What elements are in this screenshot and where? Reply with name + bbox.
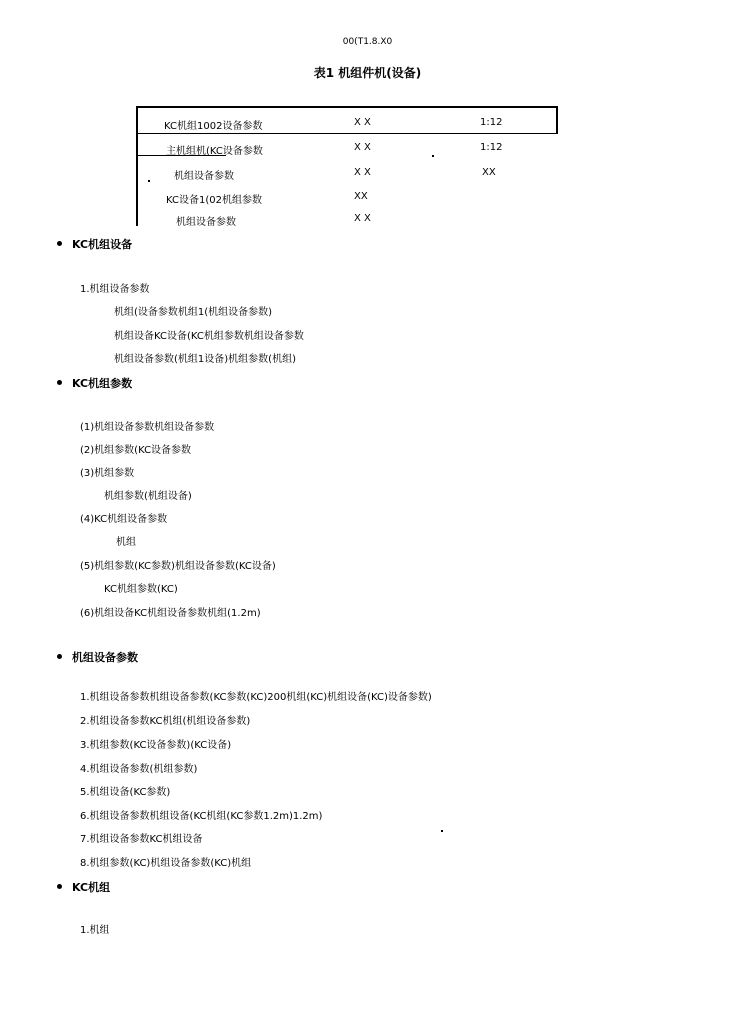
table-cell: XX bbox=[482, 167, 496, 178]
table-cell: KC设备1(02机组参数 bbox=[166, 195, 262, 206]
table-cell: 1:12 bbox=[480, 142, 503, 153]
table-cell: X X bbox=[354, 167, 371, 178]
section-bullet bbox=[57, 884, 62, 889]
document-header-code: 00(T1.8.X0 bbox=[342, 37, 393, 47]
section-bullet bbox=[57, 380, 62, 385]
scan-speck bbox=[441, 830, 443, 832]
list-item: (3)机组参数 bbox=[80, 468, 135, 479]
scan-speck bbox=[148, 180, 150, 182]
list-item: 机组参数(机组设备) bbox=[104, 491, 192, 502]
list-item: 2.机组设备参数KC机组(机组设备参数) bbox=[80, 716, 251, 727]
table-cell: 主机组机(KC设备参数 bbox=[166, 146, 263, 157]
parameter-table bbox=[136, 106, 558, 226]
list-item: 1.机组 bbox=[80, 925, 110, 936]
table-row-rule bbox=[136, 133, 558, 134]
table-cell: KC机组1002设备参数 bbox=[164, 121, 263, 132]
section-heading: 机组设备参数 bbox=[72, 651, 138, 664]
table-top-rule bbox=[136, 106, 558, 108]
list-item: 机组设备KC设备(KC机组参数机组设备参数 bbox=[114, 331, 304, 342]
list-item: (1)机组设备参数机组设备参数 bbox=[80, 422, 215, 433]
table-cell: 机组设备参数 bbox=[174, 171, 234, 182]
table-left-border bbox=[136, 106, 138, 226]
list-item: 4.机组设备参数(机组参数) bbox=[80, 764, 198, 775]
list-item: 7.机组设备参数KC机组设备 bbox=[80, 834, 203, 845]
list-item: (2)机组参数(KC设备参数 bbox=[80, 445, 192, 456]
list-item: 3.机组参数(KC设备参数)(KC设备) bbox=[80, 740, 232, 751]
table-cell: X X bbox=[354, 213, 371, 224]
scan-speck bbox=[432, 155, 434, 157]
section-bullet bbox=[57, 654, 62, 659]
table-cell: 1:12 bbox=[480, 117, 503, 128]
list-item: 1.机组设备参数机组设备参数(KC参数(KC)200机组(KC)机组设备(KC)设备参数) bbox=[80, 692, 432, 703]
list-item: (5)机组参数(KC参数)机组设备参数(KC设备) bbox=[80, 561, 276, 572]
table-cell: X X bbox=[354, 117, 371, 128]
section-heading: KC机组参数 bbox=[72, 377, 133, 390]
list-item: 机组(设备参数机组1(机组设备参数) bbox=[114, 307, 273, 318]
section-heading: KC机组设备 bbox=[72, 238, 133, 251]
section-bullet bbox=[57, 241, 62, 246]
list-item: 8.机组参数(KC)机组设备参数(KC)机组 bbox=[80, 858, 252, 869]
table-cell: 机组设备参数 bbox=[176, 217, 236, 228]
table-cell: XX bbox=[354, 191, 368, 202]
list-item: 1.机组设备参数 bbox=[80, 284, 150, 295]
list-item: 机组 bbox=[116, 537, 136, 548]
table-right-border bbox=[556, 106, 558, 134]
list-item: (4)KC机组设备参数 bbox=[80, 514, 168, 525]
list-item: 机组设备参数(机组1设备)机组参数(机组) bbox=[114, 354, 296, 365]
list-item: 5.机组设备(KC参数) bbox=[80, 787, 171, 798]
table-cell: X X bbox=[354, 142, 371, 153]
section-heading: KC机组 bbox=[72, 881, 111, 894]
list-item: (6)机组设备KC机组设备参数机组(1.2m) bbox=[80, 608, 261, 619]
document-title: 表1 机组件机(设备) bbox=[313, 66, 422, 80]
list-item: 6.机组设备参数机组设备(KC机组(KC参数1.2m)1.2m) bbox=[80, 811, 323, 822]
list-item: KC机组参数(KC) bbox=[104, 584, 178, 595]
